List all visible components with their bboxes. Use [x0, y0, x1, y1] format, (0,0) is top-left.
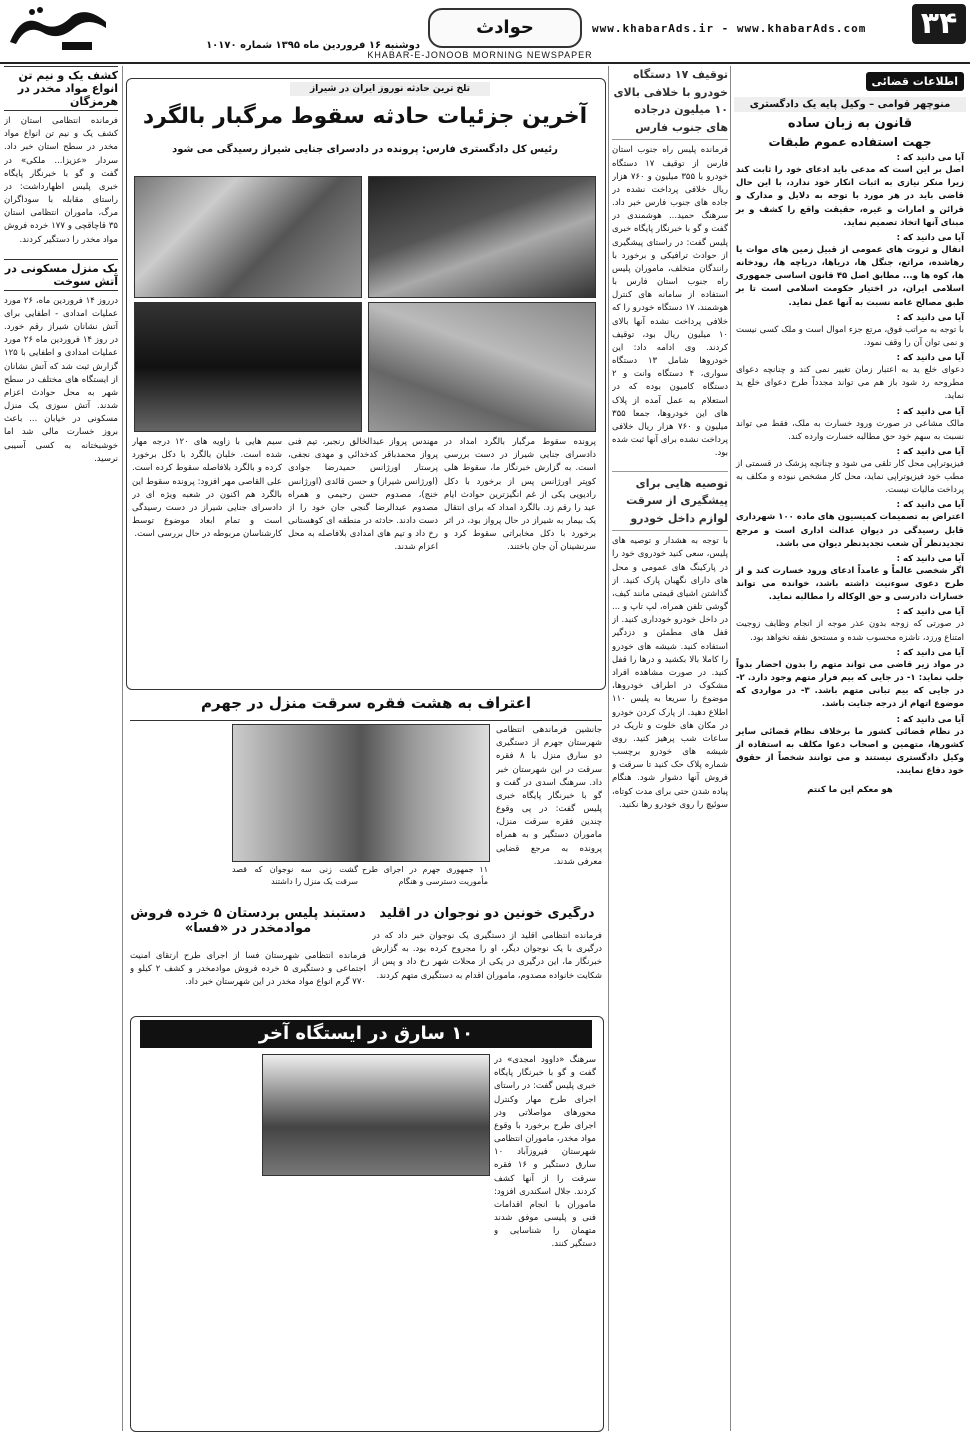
drug-story: [130, 950, 366, 1012]
fight-story: [372, 930, 602, 1012]
legal-answer: مالک مشاعی در صورت ورود خسارت به ملک، فقط می تواند نسبت به سهم خود حق مطالبه خسارت وارده کند.: [736, 418, 964, 442]
arrest-text: جانشین فرماندهی انتظامی شهرستان جهرم از دستگیری دو سارق منزل با ۸ فقره سرقت در این شهرستان خبر داد. سرهنگ اسدی در گفت و گو با خبرنگار پایگاه خبری پلیس گفت: در پی وقوع چندین فقره سرقت منزل، ماموران دستگیر و به همراه پرونده به مرجع قضایی معرفی شدند.: [496, 725, 602, 867]
news-column-2: [612, 66, 728, 1431]
legal-answer: اعتراض به تصمیمات کمیسیون های ماده ۱۰۰ شهرداری قابل رسیدگی در دیوان عدالت اداری است و مرجع تجدیدنظر آن شعب تجدیدنظر دیوان می باشد.: [736, 512, 964, 549]
story-kicker: تلخ ترین حادثه نوروز ایران در شیراز: [290, 82, 490, 96]
legal-author: منوچهر قوامی – وکیل پایه یک دادگستری: [734, 97, 966, 112]
legal-title: قانون به زبان ساده: [787, 116, 913, 131]
legal-question: آیا می دانید که :: [896, 500, 964, 511]
legal-question: آیا می دانید که :: [896, 406, 964, 417]
legal-answer: دعوای خلع ید به اعتبار زمان تغییر نمی کند و چنانچه دعوای مطروحه رد شود باز هم می تواند مجدداً طرح دعوای خلع ید نماید.: [736, 365, 964, 402]
photo-caption: [232, 864, 358, 898]
left-head-box: [4, 66, 118, 111]
legal-answer: انفال و ثروت های عمومی از قبیل زمین های موات یا رهاشده، مراتع، جنگل ها، دریاها، دریاچه ها، رودخانه ها، کوه ها و... مطابق اصل ۴۵ قانون اساسی جمهوری اسلامی ایران، در اختیار حکومت اسلامی است تا بر طبق مصالح عامه نسبت به آنها عمل نماید.: [736, 244, 964, 308]
col2-body-1: فرمانده پلیس راه جنوب استان فارس از توقیف ۱۷ دستگاه خودرو با ۳۵۵ میلیون و ۷۶۰ هزار ریال خلافی پرداخت نشده در جاده های جنوب فارس خبر داد. سرهنگ حمید... هوشمندی در گفت و گو با خبرنگار پایگاه خبری پلیس گفت: در راستای پیشگیری از حوادث ترافیکی و برخورد با رانندگان متخلف، ماموران پلیس راه جنوب استان فارس با استفاده از سامانه های کنترل هوشمند، ۱۷ دستگاه خودرو را که خلافی پرداخت نشده آنها بالای ۱۰ میلیون ریال بود، توقیف کردند. وی ادامه داد: این خودروها شامل ۱۳ دستگاه سواری، ۴ دستگاه وانت و ۲ دستگاه کامیون بوده که در استعلام به عمل آمده از پلاک های این خودروها، جمعا ۳۵۵ میلیون و ۷۶۰ هزار ریال خلافی پرداخت نشده برای آنها ثبت شده بود.: [612, 145, 728, 459]
legal-answer: در صورتی که زوجه بدون عذر موجه از انجام وظایف زوجیت امتناع ورزد، ناشزه محسوب شده و مستحق نفقه نخواهد بود.: [736, 619, 964, 643]
story-text: پرونده سقوط مرگبار بالگرد امداد در دادسرای جنایی شیراز در دست بررسی است. به گزارش خبرنگار ما، سقوط هلی کوپتر اورژانس پس از برخورد با دکل رادیویی یکی از غم انگیزترین حوادث ایام عید را رقم زد. بالگرد امداد که برای انتقال یک بیمار به شیراز در حال پرواز بود، در اثر برخورد با دکل مخابراتی سقوط کرد و سرنشینان آن جان باختند.: [444, 437, 596, 553]
legal-question: آیا می دانید که :: [896, 647, 964, 658]
caption-text: گشت زنی سه نوجوان که قصد سرقت یک منزل را داشتند: [232, 865, 358, 887]
legal-title-2: جهت استفاده عموم طبقات: [768, 135, 932, 149]
legal-question: آیا می دانید که :: [896, 153, 964, 163]
legal-question: آیا می دانید که :: [896, 446, 964, 457]
col2-headline-1: توقیف ۱۷ دستگاه خودرو با خلافی بالای ۱۰ میلیون درجاده های جنوب فارس: [612, 66, 728, 140]
left-headline-2: یک منزل مسکونی در آتش سوخت: [4, 261, 118, 288]
col2-headline-2: توصیه هایی برای پیشگیری از سرقت لوازم داخل خودرو: [612, 471, 728, 532]
newspaper-logo: [2, 2, 112, 56]
suspects-photo: [232, 724, 490, 862]
thieves-story: [494, 1054, 596, 1424]
legal-answer: فیزیوتراپی محل کار تلقی می شود و چنانچه پزشک در قسمتی از مطب خود فیزیوتراپی نماید، محل کار مشخص نبوده و مکلف به پرداخت مالیات نیست.: [736, 458, 964, 496]
date-issue: دوشنبه ۱۶ فروردین ماه ۱۳۹۵ شماره ۱۰۱۷۰: [206, 40, 420, 51]
fight-text: فرمانده انتظامی اقلید از دستگیری یک نوجوان خبر داد که در درگیری با یک نوجوان دیگر، او را مجروح کرده بود. به گزارش خبرنگار ما، این درگیری در یکی از محلات شهر رخ داد و پس از شکایت خانواده مصدوم، ماموران اقدام به دستگیری متهم کردند.: [372, 931, 602, 981]
story-subhead: رئیس کل دادگستری فارس: پرونده در دادسرای جنایی شیراز رسیدگی می شود: [172, 144, 558, 155]
legal-answer: اگر شخصی عالماً و عامداً ادعای ورود خسارت کند و از طرح دعوی سوءنیت داشته باشد، خوانده می تواند خسارات دادرسی و حق الوکاله را مطالبه نماید.: [736, 565, 964, 603]
legal-question: آیا می دانید که :: [896, 553, 964, 564]
legal-signature: هو معکم این ما کنتم: [807, 785, 893, 796]
section-title: حوادث: [428, 8, 582, 48]
column-rule: [122, 66, 123, 1431]
legal-answer: در نظام قضائی کشور ما برخلاف نظام قضائی سایر کشورها، متهمین و اصحاب دعوا مکلف به استفاده از وکیل دادگستری نیستند و می توانند شخصاً از حقوق خود دفاع نمایند.: [736, 726, 964, 777]
arrest-story: [496, 724, 602, 900]
legal-question: آیا می دانید که :: [896, 232, 964, 243]
filler-text: [130, 724, 226, 737]
drug-headline: دستبند پلیس بردستان ۵ خرده فروش موادمخدر در «فسا»: [130, 906, 366, 936]
arrest-headline: اعتراف به هشت فقره سرقت منزل در جهرم: [130, 694, 602, 721]
story-headline: آخرین جزئیات حادثه سقوط مرگبار بالگرد: [142, 104, 588, 129]
column-rule: [730, 66, 731, 1431]
story-column-c: [132, 436, 282, 682]
story-column-b: [288, 436, 438, 682]
legal-answer: در مواد زیر قاضی می تواند متهم را بدون احضار بدواً جلب نماید: ۱- در جایی که بیم فرار متهم وجود دارد. ۲- در جایی که بیم تبانی متهم باشد. ۳- در مواردی که موضوع اتهام از درجه جنایت باشد.: [736, 659, 965, 710]
thieves-headline: ۱۰ سارق در ایستگاه آخر: [140, 1020, 592, 1048]
legal-body: [734, 153, 966, 797]
website-url[interactable]: www.khabarAds.ir - www.khabarAds.com: [592, 22, 867, 35]
photo-caption: [362, 864, 488, 898]
wreckage-photo: [368, 176, 596, 298]
left-body-2: درروز ۱۴ فروردین ماه، ۲۶ مورد عملیات امدادی - اطفایی برای آتش نشانان شیراز رقم خورد. در روز ۱۴ فروردین ماه ۲۶ مورد عملیات امدادی و اطفایی با ۱۲۵ گزارش ثبت شد که آتش نشانان از ایستگاه های مختلف در سطح شهر به محل حوادث اعزام شدند. آتش سوزی یک منزل مسکونی در خیابان ... باعث بروز خسارت مالی شد اما خوشبختانه به کسی آسیبی نرسید.: [4, 295, 118, 464]
legal-question: آیا می دانید که :: [896, 353, 964, 364]
story-column-a: [444, 436, 596, 682]
left-column: [4, 66, 118, 1431]
wreckage-photo: [134, 176, 362, 298]
legal-box-title: اطلاعات قضائی: [866, 72, 964, 91]
wreckage-photo: [134, 302, 362, 432]
thieves-photo: [262, 1054, 490, 1176]
legal-question: آیا می دانید که :: [896, 312, 964, 323]
left-headline-1: کشف یک و نیم تن انواع مواد مخدر در هرمزگان: [17, 69, 118, 108]
story-text: سیم هایی با زاویه های ۱۲۰ درجه مهار شده است. خلبان بالگرد با دکل برخورد کرده و بالگرد بلافاصله سقوط کرده است. علی القاصی مهر افزود: پرونده سقوط این بالگرد هم اکنون در شعبه ویژه ای در دادسرای جنایی شیراز در دست رسیدگی است و تمام ابعاد موضوع توسط کارشناسان مربوطه در حال بررسی است.: [132, 437, 282, 540]
left-head-box: [4, 259, 118, 291]
legal-answer: اصل بر این است که مدعی باید ادعای خود را ثابت کند زیرا منکر نیازی به اثبات انکار خود ندارد، با این حال قاضی باید در هر مورد با توجه به دلایل و مدارک و قرائن و امارات و غیره، حقیقت واقع را کشف و بر مبنای آنها اتخاذ تصمیم نماید.: [736, 165, 964, 228]
english-name: KHABAR-E-JONOOB MORNING NEWSPAPER: [367, 50, 593, 60]
caption-text: ۱۱ جمهوری جهرم در اجرای طرح مأموریت دسترسی و هنگام: [362, 865, 488, 887]
column-rule: [608, 66, 609, 1431]
left-body-1: فرمانده انتظامی استان از کشف یک و نیم تن انواع مواد مخدر در سطح استان خبر داد. سردار «عزیزا... ملکی» در گفت و گو با خبرنگار پایگاه خبری پلیس اظهارداشت: در راستای مقابله با سوداگران مرگ، ماموران انتظامی استان ۳۵ قاچاقچی و ۱۷۷ خرده فروش مواد مخدر را دستگیر کردند.: [4, 116, 118, 245]
arrest-story-cont: [130, 724, 226, 900]
wreckage-photo: [368, 302, 596, 432]
legal-column: [734, 66, 966, 1431]
col2-body-2: با توجه به هشدار و توصیه های پلیس، سعی کنید خودروی خود را در پارکینگ های عمومی و محل های دارای نگهبان پارک کنید. از گذاشتن اشیای قیمتی مانند کیف، گوشی تلفن همراه، لپ تاپ و ... در داخل خودرو خودداری کنید. از قفل های مطمئن و دزدگیر استفاده کنید. شیشه های خودرو را کاملا بالا بکشید و درها را قفل کنید. در صورت مشاهده افراد مشکوک در اطراف خودروها، موضوع را سریعا به پلیس ۱۱۰ اطلاع دهید. از پارک کردن خودرو در مکان های خلوت و تاریک در ساعات شب پرهیز کنید. روی شیشه های خودرو برچسب شماره پلاک حک کنید تا سرقت و فروش آنها دشوار شود. هنگام پیاده شدن حتی برای مدت کوتاه، سوئیچ را روی خودرو رها نکنید.: [612, 536, 728, 810]
masthead: [0, 0, 970, 64]
story-text: مهندس پرواز عبدالخالق رنجبر، تیم فنی پرواز محمدباقر کدخدائی و مهدی نجفی، پرستار اورژانس حمیدرضا جوادی (اورژانس شیراز) و حسن قائدی (اورژانس خنج)، مصدوم حسن رحیمی و همراه مصدوم عبدالرضا گنجی جان خود را از دست دادند. حادثه در منطقه ای کوهستانی رخ داد و تیم های امدادی بلافاصله به محل اعزام شدند.: [288, 437, 438, 553]
page-number: ۳۴: [912, 4, 966, 44]
legal-answer: با توجه به مراتب فوق، مرتع جزء اموال است و ملک کسی نیست و نمی توان آن را وقف نمود.: [736, 324, 964, 348]
thieves-text: سرهنگ «داوود امجدی» در گفت و گو با خبرنگار پایگاه خبری پلیس گفت: در راستای اجرای طرح مهار وکنترل محورهای مواصلاتی ودر اجرای طرح برخورد با وقوع مواد مخدر، ماموران انتظامی شهرستان فیروزآباد ۱۰ سارق دستگیر و ۱۶ فقره سرقت را از آنها کشف کردند. جلال اسکندری افزود: ماموران با انجام اقدامات فنی و پلیسی موفق شدند متهمان را شناسایی و دستگیر کنند.: [494, 1055, 596, 1250]
legal-question: آیا می دانید که :: [896, 714, 964, 725]
fight-headline: درگیری خونین دو نوجوان در اقلید: [379, 906, 595, 921]
legal-question: آیا می دانید که :: [896, 607, 964, 618]
drug-text: فرمانده انتظامی شهرستان فسا از اجرای طرح ارتقای امنیت اجتماعی و دستگیری ۵ خرده فروش موادمخدر و کشف ۲ کیلو و ۷۷۰ گرم انواع مواد مخدر در این شهرستان خبر داد.: [130, 951, 366, 988]
